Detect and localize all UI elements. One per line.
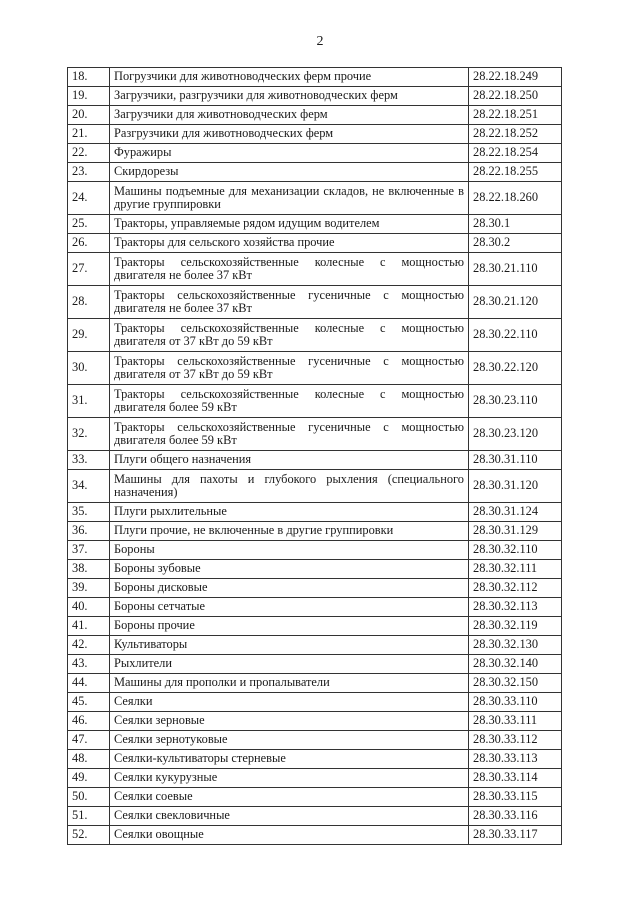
item-name: Бороны дисковые (110, 579, 469, 598)
item-code: 28.30.33.111 (469, 712, 562, 731)
item-name: Тракторы сельскохозяйственные гусеничные с мощностью двигателя от 37 кВт до 59 кВт (110, 352, 469, 385)
row-number: 39. (68, 579, 110, 598)
table-row (68, 451, 562, 470)
item-code: 28.30.33.115 (469, 788, 562, 807)
row-number: 38. (68, 560, 110, 579)
item-name: Плуги общего назначения (110, 451, 469, 470)
row-number: 40. (68, 598, 110, 617)
item-code: 28.30.32.119 (469, 617, 562, 636)
classification-table (67, 67, 562, 845)
item-code: 28.30.32.110 (469, 541, 562, 560)
item-name: Разгрузчики для животноводческих ферм (110, 125, 469, 144)
item-name: Погрузчики для животноводческих ферм прочие (110, 68, 469, 87)
row-number: 20. (68, 106, 110, 125)
item-code: 28.30.33.112 (469, 731, 562, 750)
item-code: 28.30.33.113 (469, 750, 562, 769)
row-number: 31. (68, 385, 110, 418)
item-name: Сеялки зерновые (110, 712, 469, 731)
item-name: Загрузчики для животноводческих ферм (110, 106, 469, 125)
item-code: 28.30.33.110 (469, 693, 562, 712)
item-name: Машины для пахоты и глубокого рыхления (специального назначения) (110, 470, 469, 503)
item-name: Скирдорезы (110, 163, 469, 182)
row-number: 24. (68, 182, 110, 215)
table-row (68, 87, 562, 106)
table-row (68, 807, 562, 826)
row-number: 34. (68, 470, 110, 503)
item-code: 28.30.1 (469, 215, 562, 234)
item-code: 28.30.2 (469, 234, 562, 253)
table-row (68, 215, 562, 234)
item-name: Тракторы сельскохозяйственные гусеничные с мощностью двигателя не более 37 кВт (110, 286, 469, 319)
item-code: 28.22.18.251 (469, 106, 562, 125)
table-row (68, 68, 562, 87)
table-row (68, 125, 562, 144)
item-code: 28.30.33.114 (469, 769, 562, 788)
item-code: 28.30.23.110 (469, 385, 562, 418)
item-code: 28.30.31.110 (469, 451, 562, 470)
item-name: Загрузчики, разгрузчики для животноводческих ферм (110, 87, 469, 106)
table-row (68, 163, 562, 182)
row-number: 49. (68, 769, 110, 788)
item-name: Бороны зубовые (110, 560, 469, 579)
table-row (68, 106, 562, 125)
table-row (68, 144, 562, 163)
row-number: 26. (68, 234, 110, 253)
item-name: Сеялки овощные (110, 826, 469, 845)
item-name: Фуражиры (110, 144, 469, 163)
item-code: 28.30.32.140 (469, 655, 562, 674)
table-row (68, 731, 562, 750)
item-name: Сеялки кукурузные (110, 769, 469, 788)
table-row (68, 769, 562, 788)
row-number: 22. (68, 144, 110, 163)
item-name: Сеялки зернотуковые (110, 731, 469, 750)
item-name: Тракторы, управляемые рядом идущим водителем (110, 215, 469, 234)
table-row (68, 655, 562, 674)
row-number: 48. (68, 750, 110, 769)
item-name: Тракторы для сельского хозяйства прочие (110, 234, 469, 253)
item-name: Плуги рыхлительные (110, 503, 469, 522)
row-number: 52. (68, 826, 110, 845)
item-code: 28.30.22.110 (469, 319, 562, 352)
item-code: 28.30.32.130 (469, 636, 562, 655)
row-number: 50. (68, 788, 110, 807)
row-number: 46. (68, 712, 110, 731)
table-row (68, 560, 562, 579)
item-code: 28.30.21.120 (469, 286, 562, 319)
row-number: 33. (68, 451, 110, 470)
item-code: 28.22.18.252 (469, 125, 562, 144)
table-row (68, 182, 562, 215)
item-code: 28.22.18.260 (469, 182, 562, 215)
row-number: 18. (68, 68, 110, 87)
item-name: Бороны (110, 541, 469, 560)
table-row (68, 503, 562, 522)
item-name: Культиваторы (110, 636, 469, 655)
item-name: Тракторы сельскохозяйственные гусеничные с мощностью двигателя более 59 кВт (110, 418, 469, 451)
table-body (68, 68, 562, 845)
table-row (68, 522, 562, 541)
table-row (68, 385, 562, 418)
table-row (68, 541, 562, 560)
row-number: 45. (68, 693, 110, 712)
table-row (68, 693, 562, 712)
row-number: 43. (68, 655, 110, 674)
table-row (68, 319, 562, 352)
row-number: 32. (68, 418, 110, 451)
row-number: 41. (68, 617, 110, 636)
item-code: 28.30.21.110 (469, 253, 562, 286)
item-name: Тракторы сельскохозяйственные колесные с мощностью двигателя более 59 кВт (110, 385, 469, 418)
table-row (68, 470, 562, 503)
item-code: 28.30.32.113 (469, 598, 562, 617)
item-code: 28.22.18.249 (469, 68, 562, 87)
item-name: Тракторы сельскохозяйственные колесные с мощностью двигателя от 37 кВт до 59 кВт (110, 319, 469, 352)
row-number: 44. (68, 674, 110, 693)
table-row (68, 636, 562, 655)
item-code: 28.30.31.129 (469, 522, 562, 541)
row-number: 27. (68, 253, 110, 286)
item-name: Плуги прочие, не включенные в другие группировки (110, 522, 469, 541)
item-code: 28.22.18.250 (469, 87, 562, 106)
item-name: Рыхлители (110, 655, 469, 674)
row-number: 36. (68, 522, 110, 541)
item-name: Сеялки соевые (110, 788, 469, 807)
table-row (68, 712, 562, 731)
item-code: 28.30.32.111 (469, 560, 562, 579)
table-row (68, 352, 562, 385)
table-row (68, 674, 562, 693)
row-number: 35. (68, 503, 110, 522)
row-number: 30. (68, 352, 110, 385)
table-row (68, 234, 562, 253)
item-code: 28.30.32.112 (469, 579, 562, 598)
item-code: 28.30.32.150 (469, 674, 562, 693)
item-code: 28.22.18.255 (469, 163, 562, 182)
item-name: Бороны прочие (110, 617, 469, 636)
table-row (68, 579, 562, 598)
item-code: 28.30.31.124 (469, 503, 562, 522)
item-code: 28.30.22.120 (469, 352, 562, 385)
item-name: Сеялки (110, 693, 469, 712)
row-number: 51. (68, 807, 110, 826)
row-number: 42. (68, 636, 110, 655)
table-row (68, 253, 562, 286)
row-number: 25. (68, 215, 110, 234)
table-row (68, 826, 562, 845)
table-row (68, 750, 562, 769)
row-number: 47. (68, 731, 110, 750)
item-name: Машины подъемные для механизации складов, не включенные в другие группировки (110, 182, 469, 215)
table-row (68, 617, 562, 636)
table-row (68, 788, 562, 807)
page-number: 2 (316, 34, 324, 49)
item-name: Тракторы сельскохозяйственные колесные с мощностью двигателя не более 37 кВт (110, 253, 469, 286)
item-code: 28.30.23.120 (469, 418, 562, 451)
table-row (68, 598, 562, 617)
table-row (68, 418, 562, 451)
row-number: 37. (68, 541, 110, 560)
table-row (68, 286, 562, 319)
item-name: Сеялки свекловичные (110, 807, 469, 826)
row-number: 23. (68, 163, 110, 182)
item-name: Сеялки-культиваторы стерневые (110, 750, 469, 769)
row-number: 21. (68, 125, 110, 144)
item-name: Машины для прополки и пропалыватели (110, 674, 469, 693)
item-code: 28.30.31.120 (469, 470, 562, 503)
item-name: Бороны сетчатые (110, 598, 469, 617)
item-code: 28.30.33.116 (469, 807, 562, 826)
item-code: 28.30.33.117 (469, 826, 562, 845)
item-code: 28.22.18.254 (469, 144, 562, 163)
row-number: 28. (68, 286, 110, 319)
row-number: 29. (68, 319, 110, 352)
row-number: 19. (68, 87, 110, 106)
